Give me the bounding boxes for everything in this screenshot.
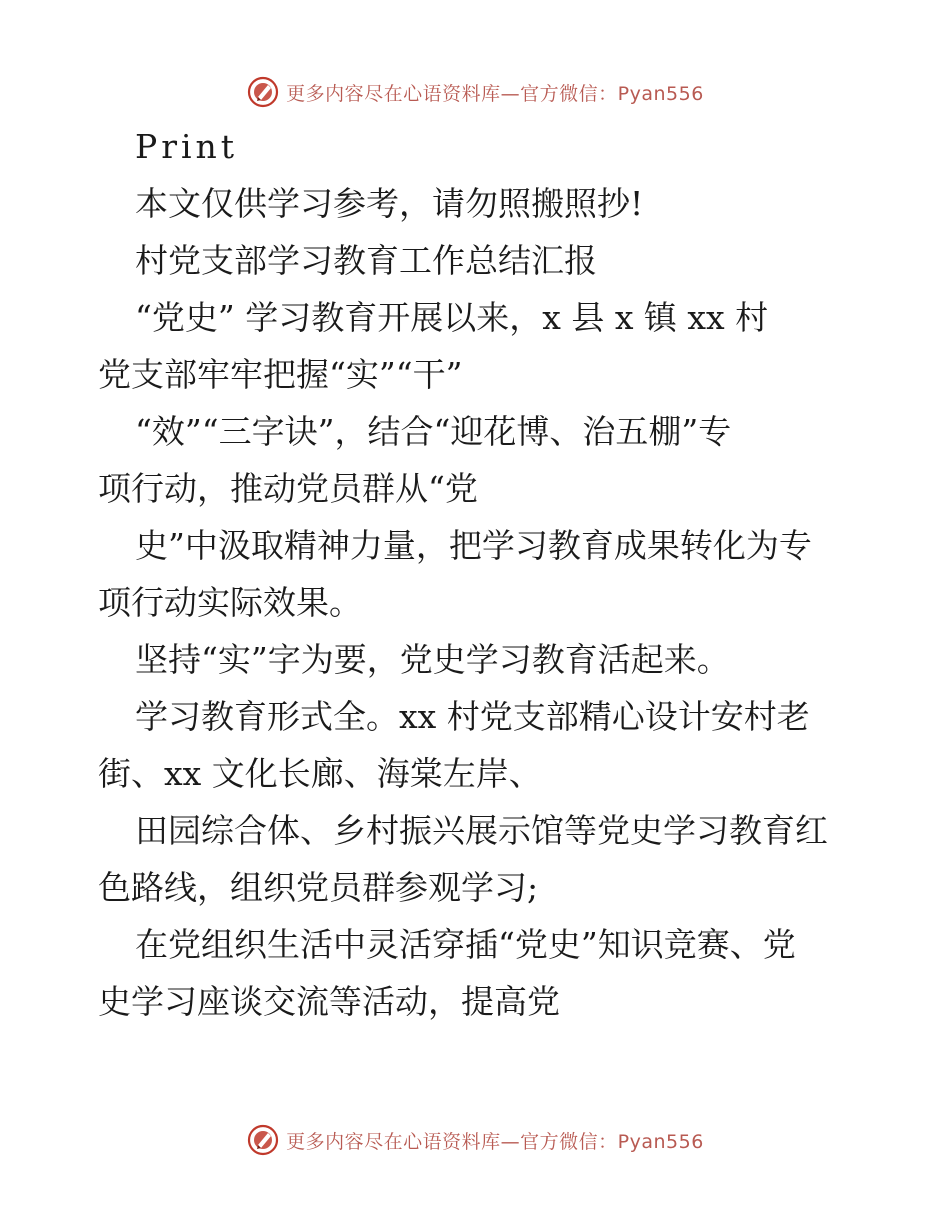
pen-logo-icon (246, 1123, 280, 1157)
text-line: 项行动实际效果。 (98, 583, 362, 622)
footer-watermark-banner (0, 1120, 950, 1160)
text-line: 史学习座谈交流等活动，提高党 (98, 982, 560, 1021)
text-line: 坚持“实”字为要，党史学习教育活起来。 (135, 640, 730, 679)
print-label: Print (135, 127, 239, 166)
header-watermark-banner (0, 72, 950, 112)
pen-logo-icon (246, 75, 280, 109)
document-body (98, 118, 858, 1030)
watermark-text: 更多内容尽在心语资料库—官方微信：Pyan556 (286, 1130, 704, 1153)
text-line: 街、xx 文化长廊、海棠左岸、 (98, 754, 542, 793)
text-line: 田园综合体、乡村振兴展示馆等党史学习教育红 (135, 811, 828, 850)
text-line: 党支部牢牢把握“实”“干” (98, 355, 463, 394)
text-line: 项行动，推动党员群从“党 (98, 469, 478, 508)
text-line: 史”中汲取精神力量，把学习教育成果转化为专 (135, 526, 812, 565)
text-line: “党史” 学习教育开展以来，x 县 x 镇 xx 村 (135, 298, 769, 337)
text-line: 学习教育形式全。xx 村党支部精心设计安村老 (135, 697, 810, 736)
text-line: 色路线，组织党员群参观学习; (98, 868, 539, 907)
text-line: 村党支部学习教育工作总结汇报 (135, 241, 597, 280)
watermark-text: 更多内容尽在心语资料库—官方微信：Pyan556 (286, 82, 704, 105)
text-line: 本文仅供学习参考，请勿照搬照抄! (135, 184, 644, 223)
text-line: 在党组织生活中灵活穿插“党史”知识竞赛、党 (135, 925, 796, 964)
text-line: “效”“三字诀”，结合“迎花博、治五棚”专 (135, 412, 732, 451)
